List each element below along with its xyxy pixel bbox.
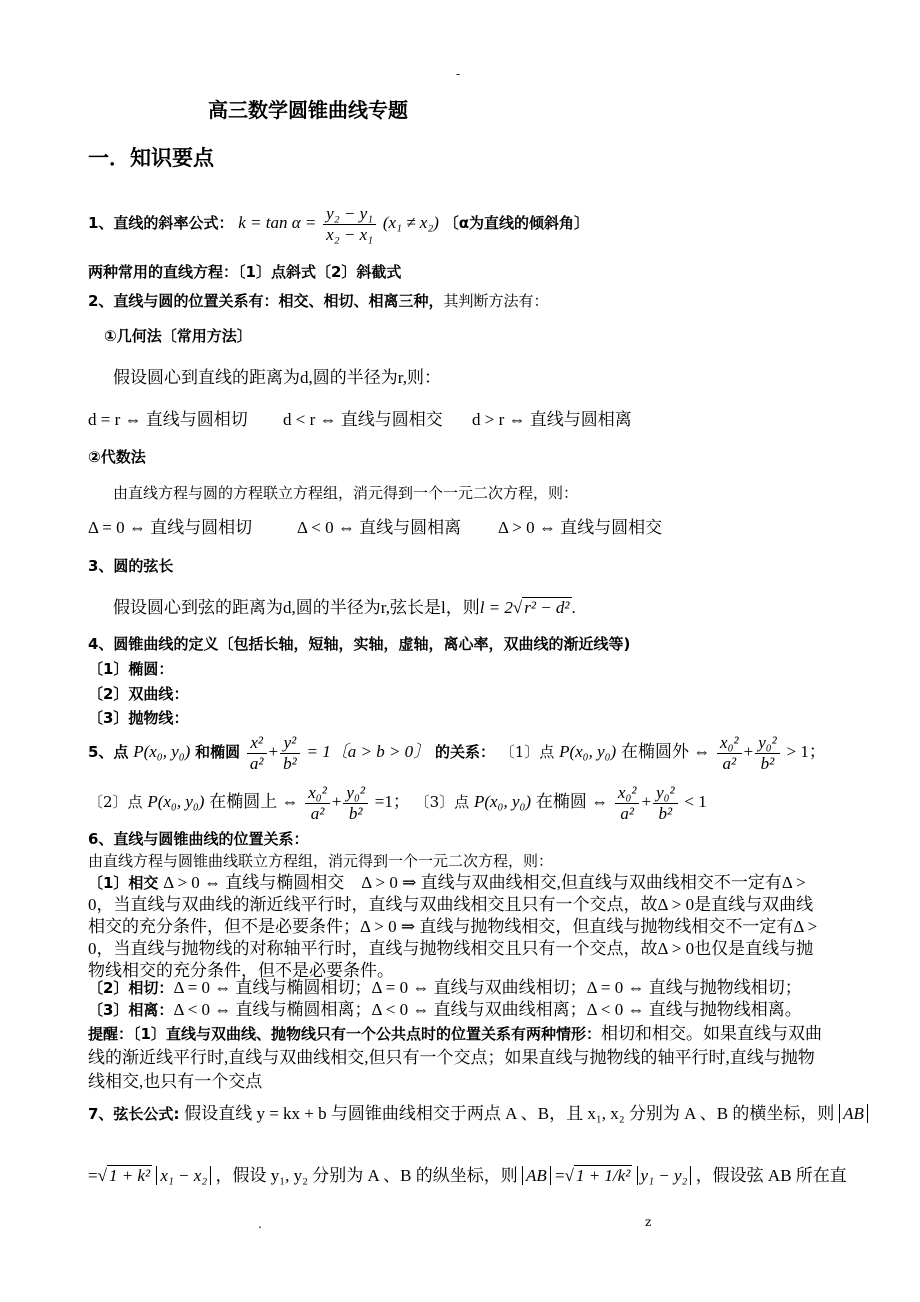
case3-term-y: $\frac{\text{y₀²}}{\text{b²}}$ xyxy=(653,783,678,824)
intersect-head: 〔1〕相交 xyxy=(88,874,159,892)
separate-head: 〔3〕相离： xyxy=(88,1001,174,1019)
geo-relation-tangent: d = r ⇔ 直线与圆相切 xyxy=(88,410,248,429)
slope-fraction xyxy=(323,204,376,245)
eq-sign-2: = xyxy=(555,1166,565,1185)
intersect-body: Δ > 0 ⇔ 直线与椭圆相交 Δ > 0 ⇒ 直线与双曲线相交,但直线与双曲线相交不一定有Δ > 0，当直线与双曲线的渐近线平行时，直线与双曲线相交且只有一个交点，故Δ > 0是直线与双曲线相交的充分条件，但不是必要条件；Δ > 0 ⇒ 直线与抛物线相交，但直线与抛物线相交不一定有Δ > 0，当直线与抛物线的对称轴平行时，直线与抛物线相交且只有一个交点，故Δ > 0也仅是直线与抛物线相交的充分条件，但不是必要条件。 xyxy=(88,873,818,980)
case1-term-y: $\frac{\text{y₀²}}{\text{b²}}$ xyxy=(755,733,780,774)
chord-length-label: 7、弦长公式: xyxy=(88,1105,180,1123)
sqrt-1-k2: 1 + k² xyxy=(108,1166,151,1185)
case2-term-x: $\frac{\text{x₀²}}{\text{a²}}$ xyxy=(305,783,330,824)
geometric-text: 假设圆心到直线的距离为d,圆的半径为r,则： xyxy=(113,368,441,387)
case2-result: =1； xyxy=(374,792,410,811)
line-conic-heading: 6、直线与圆锥曲线的位置关系： xyxy=(88,830,309,848)
case3-term-x: $\frac{\text{x₀²}}{\text{a²}}$ xyxy=(615,783,640,824)
slope-condition: (x₁ ≠ x₂) xyxy=(382,213,439,232)
x-diff-abs: x₁ − x₂ xyxy=(156,1166,211,1185)
chord-formula-left: l = 2 xyxy=(479,598,513,617)
chord-radicand: r² − d² xyxy=(524,598,570,617)
hyperbola-item: 〔2〕双曲线： xyxy=(88,685,189,703)
and-ellipse: 和椭圆 xyxy=(195,743,241,761)
ellipse-term-y: $\frac{\text{y²}}{\text{b²}}$ xyxy=(280,733,300,774)
case-1-label: 〔1〕点 xyxy=(499,743,555,761)
point-ellipse-line-1: 5、点 P(x₀, y₀) 和椭圆 $\frac{\text{x²}}{\text{a²}}$ + $\frac{\text{y²}}{\text{b²}}$ = 1〔a > b > 0〕 的关系： 〔1〕点 P(x₀, y₀) 在椭圆外 ⇔ $\frac{\text{x₀²}}{\text{a²}}$ + $\frac{\text{y₀²}}{\text{b²}}$ > 1； xyxy=(88,732,826,773)
section-heading: 一．知识要点 xyxy=(88,146,214,170)
y-diff-abs: y₁ − y₂ xyxy=(637,1166,692,1185)
chord-formula-line: 假设圆心到弦的距离为d,圆的半径为r,弦长是l，则l = 2√ r² − d² . xyxy=(113,598,576,617)
chord-heading: 3、圆的弦长 xyxy=(88,557,174,575)
slope-numerator: y₂ − y₁ xyxy=(323,204,376,225)
separate-body: Δ < 0 ⇔ 直线与椭圆相离；Δ < 0 ⇔ 直线与双曲线相离；Δ < 0 ⇔ 直线与抛物线相离。 xyxy=(173,1000,802,1019)
point-ellipse-line-2: 〔2〕点 P(x₀, y₀) 在椭圆上 ⇔ $\frac{\text{x₀²}}{\text{a²}}$ + $\frac{\text{y₀²}}{\text{b²}}$ =1； 〔3〕点 P(x₀, y₀) 在椭圆 ⇔ $\frac{\text{x₀²}}{\text{a²}}$ + $\frac{\text{y₀²}}{\text{b²}}$ < 1 xyxy=(88,782,707,823)
tip-body: 相切和相交。如果直线与双曲线的渐近线平行时,直线与双曲线相交,但只有一个交点；如果直线与抛物线的轴平行时,直线与抛物线相交,也只有一个交点 xyxy=(88,1024,822,1091)
eq-sign-1: = xyxy=(88,1166,98,1185)
footer-left: . xyxy=(258,1217,262,1231)
point-symbol-3: P(x₀, y₀) xyxy=(473,792,532,811)
line-circle-rest: 其判断方法有： xyxy=(443,292,549,310)
case-2-label: 〔2〕点 xyxy=(88,793,143,811)
header-mark: - xyxy=(456,67,461,81)
slope-formula-line xyxy=(88,198,589,248)
line-circle-heading xyxy=(88,291,548,311)
geo-relation-separate: d > r ⇔ 直线与圆相离 xyxy=(472,410,632,429)
case-3-label: 〔3〕点 xyxy=(414,793,470,811)
chord-length-text-2: ，假设 y₁, y₂ 分别为 A 、B 的纵坐标，则 xyxy=(215,1166,518,1185)
conic-definition-heading: 4、圆锥曲线的定义〔包括长轴，短轴，实轴，虚轴，离心率，双曲线的渐近线等) xyxy=(88,635,631,653)
ellipse-eq-tail: = 1〔a > b > 0〕 xyxy=(306,742,431,761)
ab-abs: AB xyxy=(839,1104,868,1123)
tangent-head: 〔2〕相切： xyxy=(88,979,174,997)
algebraic-method: ②代数法 xyxy=(88,448,146,466)
case2-term-y: $\frac{\text{y₀²}}{\text{b²}}$ xyxy=(343,783,368,824)
chord-length-text-3: ，假设弦 AB 所在直 xyxy=(695,1166,847,1185)
sqrt-1-over-k2: 1 + 1/k² xyxy=(575,1166,631,1185)
ellipse-term-x: $\frac{\text{x²}}{\text{a²}}$ xyxy=(247,733,267,774)
chord-end: . xyxy=(571,598,576,617)
slope-lhs: k = tan α = xyxy=(238,213,317,232)
line-equations: 两种常用的直线方程：〔1〕点斜式〔2〕斜截式 xyxy=(88,263,402,281)
separate-line xyxy=(88,1000,802,1020)
line-circle-label: 2、直线与圆的位置关系有：相交、相切、相离三种， xyxy=(88,292,444,310)
page-title: 高三数学圆锥曲线专题 xyxy=(208,98,408,122)
ab-abs-2: AB xyxy=(522,1166,551,1185)
alg-relation-separate: Δ < 0 ⇔ 直线与圆相离 xyxy=(297,518,462,537)
slope-denominator: x₂ − x₁ xyxy=(326,224,374,244)
point-symbol: P(x₀, y₀) xyxy=(133,742,191,761)
ellipse-item: 〔1〕椭圆： xyxy=(88,660,174,678)
intersect-paragraph xyxy=(88,872,828,982)
point-ellipse-label: 5、点 xyxy=(88,743,129,761)
point-symbol-2: P(x₀, y₀) xyxy=(147,792,205,811)
chord-length-text-1: 假设直线 y = kx + b 与圆锥曲线相交于两点 A 、B，且 x₁, x₂ 分别为 A 、B 的横坐标，则 xyxy=(184,1104,835,1123)
alg-relation-tangent: Δ = 0 ⇔ 直线与圆相切 xyxy=(88,518,253,537)
relation-label: 的关系： xyxy=(434,743,495,761)
case-outside: 在椭圆外 ⇔ xyxy=(621,742,711,761)
case1-result: > 1； xyxy=(786,742,826,761)
chord-text: 假设圆心到弦的距离为d,圆的半径为r,弦长是l，则 xyxy=(113,598,480,617)
point-symbol-1: P(x₀, y₀) xyxy=(559,742,617,761)
chord-length-line-2: =√ 1 + k² x₁ − x₂ ，假设 y₁, y₂ 分别为 A 、B 的纵坐标，则 AB =√ 1 + 1/k² y₁ − y₂ ，假设弦 AB 所在直 xyxy=(88,1166,847,1185)
case-inside: 在椭圆 ⇔ xyxy=(535,792,609,811)
parabola-item: 〔3〕抛物线： xyxy=(88,709,189,727)
alg-relation-intersect: Δ > 0 ⇔ 直线与圆相交 xyxy=(498,518,663,537)
slope-label: 1、直线的斜率公式： xyxy=(88,214,234,232)
tangent-body: Δ = 0 ⇔ 直线与椭圆相切；Δ = 0 ⇔ 直线与双曲线相切；Δ = 0 ⇔ 直线与抛物线相切； xyxy=(173,978,802,997)
case3-result: < 1 xyxy=(684,792,707,811)
tip-head: 提醒：〔1〕直线与双曲线、抛物线只有一个公共点时的位置关系有两种情形： xyxy=(88,1025,601,1043)
algebraic-text: 由直线方程与圆的方程联立方程组，消元得到一个一元二次方程，则： xyxy=(113,484,579,502)
tangent-line xyxy=(88,978,802,998)
slope-note: 〔α为直线的倾斜角〕 xyxy=(443,214,589,232)
geo-relation-intersect: d < r ⇔ 直线与圆相交 xyxy=(283,410,443,429)
line-conic-intro: 由直线方程与圆锥曲线联立方程组，消元得到一个一元二次方程，则： xyxy=(88,852,554,870)
chord-length-line-1 xyxy=(88,1104,868,1124)
case1-term-x: $\frac{\text{x₀²}}{\text{a²}}$ xyxy=(717,733,742,774)
footer-right: z xyxy=(645,1215,652,1229)
tip-paragraph xyxy=(88,1022,828,1094)
geometric-method: ①几何法〔常用方法〕 xyxy=(104,327,252,345)
case-on: 在椭圆上 ⇔ xyxy=(209,792,299,811)
